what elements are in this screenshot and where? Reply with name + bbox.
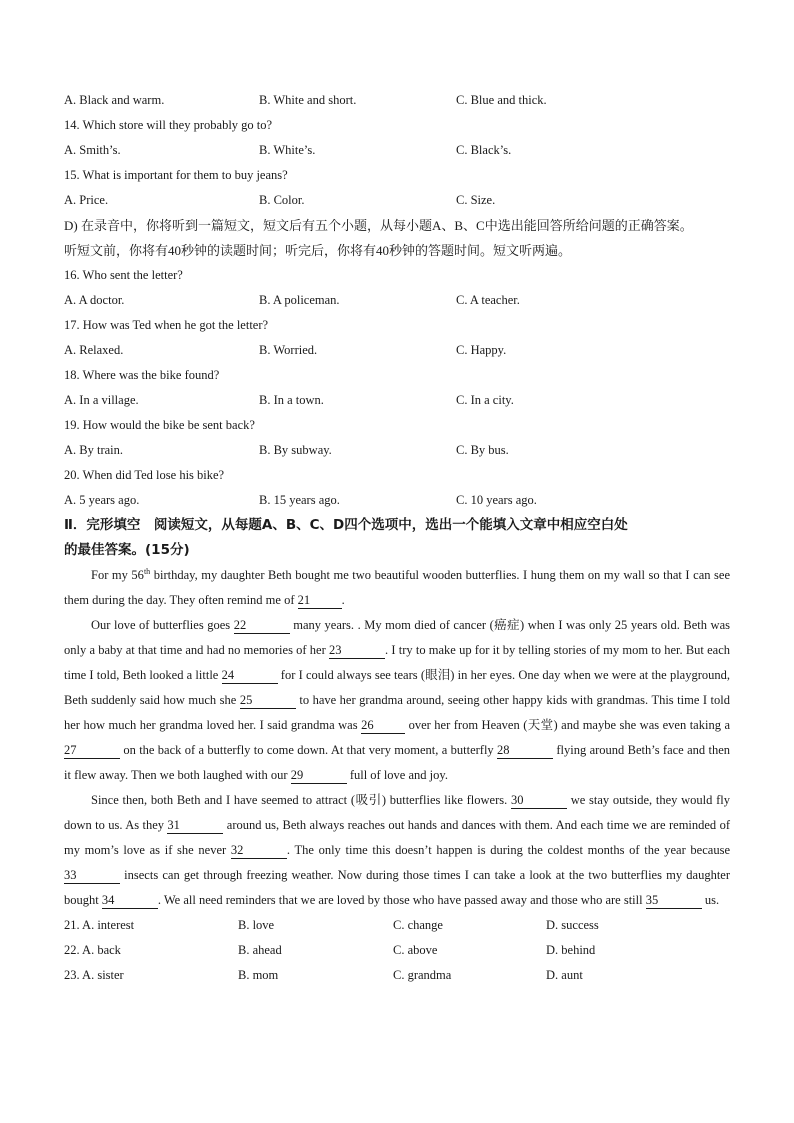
section-2-heading-line1: Ⅱ．完形填空 阅读短文，从每题A、B、C、D四个选项中，选出一个能填入文章中相应空白处	[64, 517, 628, 533]
blank-23[interactable]: 23	[329, 642, 385, 659]
option-a[interactable]: 23. A. sister	[64, 968, 124, 982]
option-a[interactable]: A. A doctor.	[64, 293, 125, 307]
blank-24[interactable]: 24	[222, 667, 278, 684]
section-d-instruction-line2: 听短文前，你将有40秒钟的读题时间；听完后，你将有40秒钟的答题时间。短文听两遍。	[64, 243, 572, 258]
option-a[interactable]: A. Price.	[64, 193, 109, 207]
question-14: 14. Which store will they probably go to?	[64, 118, 273, 132]
option-c[interactable]: C. Happy.	[456, 343, 507, 357]
passage-paragraph-1: For my 56th birthday, my daughter Beth bought me two beautiful wooden butterflies. I hung them on my wall so that I can see them during the day. They often remind me of 21 .	[64, 566, 730, 607]
blank-21[interactable]: 21	[298, 592, 342, 609]
option-a[interactable]: A. In a village.	[64, 393, 139, 407]
option-a[interactable]: A. Black and warm.	[64, 93, 165, 107]
option-d[interactable]: D. behind	[546, 943, 596, 957]
blank-26[interactable]: 26	[361, 717, 405, 734]
cloze-options-22	[64, 938, 730, 963]
cloze-options-23	[64, 963, 730, 988]
blank-34[interactable]: 34	[102, 892, 158, 909]
option-b[interactable]: B. ahead	[238, 943, 282, 957]
cloze-passage	[64, 563, 730, 913]
options-row-17	[64, 338, 730, 363]
passage-paragraph-2: Our love of butterflies goes 22 many years. . My mom died of cancer (癌症) when I was only 25 years old. Beth was only a baby at that time and had no memories of her 23 . I try to make up for it by telling stories of my mom to her. But each time I told, Beth looked a little 24 for I could always see tears (眼泪) in her eyes. One day when we were at the playground, Beth suddenly said how much she 25 to have her grandma around, seeing other happy kids with grandmas. This time I told her how much her grandma loved her. I said grandma was 26 over her from Heaven (天堂) and maybe she was even taking a 27 on the back of a butterfly to come down. At that very moment, a butterfly 28 flying around Beth’s face and then it flew away. Then we both laughed with our 29 full of love and joy.	[64, 618, 731, 782]
option-a[interactable]: 21. A. interest	[64, 918, 135, 932]
options-row-13	[64, 88, 730, 113]
section-d-instruction-line1: D) 在录音中，你将听到一篇短文，短文后有五个小题，从每小题A、B、C中选出能回答所给问题的正确答案。	[64, 218, 693, 233]
option-c[interactable]: C. By bus.	[456, 443, 509, 457]
options-row-15	[64, 188, 730, 213]
option-c[interactable]: C. In a city.	[456, 393, 514, 407]
blank-28[interactable]: 28	[497, 742, 553, 759]
question-20: 20. When did Ted lose his bike?	[64, 468, 225, 482]
blank-35[interactable]: 35	[646, 892, 702, 909]
options-row-19	[64, 438, 730, 463]
option-a[interactable]: A. Smith’s.	[64, 143, 121, 157]
exam-sheet	[64, 88, 730, 988]
options-row-14	[64, 138, 730, 163]
passage-paragraph-3: Since then, both Beth and I have seemed to attract (吸引) butterflies like flowers. 30 we stay outside, they would fly down to us. As they 31 around us, Beth always reaches out hands and dances with them. And each time we are reminded of my mom’s love as if she never 32 . The only time this doesn’t happen is during the coldest months of the year because 33 insects can get through freezing weather. Now during those times I can take a look at the two butterflies my daughter bought 34 . We all need reminders that we are loved by those who have passed away and those who are still 35 us.	[64, 793, 730, 907]
option-b[interactable]: B. White’s.	[259, 143, 316, 157]
question-16: 16. Who sent the letter?	[64, 268, 183, 282]
option-b[interactable]: B. A policeman.	[259, 293, 340, 307]
option-a[interactable]: A. Relaxed.	[64, 343, 124, 357]
option-a[interactable]: A. 5 years ago.	[64, 493, 140, 507]
option-c[interactable]: C. 10 years ago.	[456, 493, 537, 507]
option-d[interactable]: D. aunt	[546, 968, 583, 982]
option-a[interactable]: 22. A. back	[64, 943, 121, 957]
option-c[interactable]: C. change	[393, 918, 443, 932]
section-2-heading-line2: 的最佳答案。(15分)	[64, 542, 190, 558]
option-c[interactable]: C. Black’s.	[456, 143, 512, 157]
question-17: 17. How was Ted when he got the letter?	[64, 318, 269, 332]
option-c[interactable]: C. Blue and thick.	[456, 93, 547, 107]
blank-32[interactable]: 32	[231, 842, 287, 859]
cloze-options-21	[64, 913, 730, 938]
blank-33[interactable]: 33	[64, 867, 120, 884]
option-b[interactable]: B. love	[238, 918, 275, 932]
question-15: 15. What is important for them to buy jeans?	[64, 168, 288, 182]
option-b[interactable]: B. mom	[238, 968, 279, 982]
option-b[interactable]: B. White and short.	[259, 93, 357, 107]
blank-22[interactable]: 22	[234, 617, 290, 634]
option-a[interactable]: A. By train.	[64, 443, 124, 457]
options-row-18	[64, 388, 730, 413]
options-row-20	[64, 488, 730, 513]
blank-27[interactable]: 27	[64, 742, 120, 759]
question-18: 18. Where was the bike found?	[64, 368, 220, 382]
option-d[interactable]: D. success	[546, 918, 599, 932]
option-c[interactable]: C. A teacher.	[456, 293, 520, 307]
blank-29[interactable]: 29	[291, 767, 347, 784]
blank-25[interactable]: 25	[240, 692, 296, 709]
option-b[interactable]: B. Color.	[259, 193, 305, 207]
option-b[interactable]: B. Worried.	[259, 343, 318, 357]
options-row-16	[64, 288, 730, 313]
option-c[interactable]: C. above	[393, 943, 438, 957]
option-c[interactable]: C. Size.	[456, 193, 496, 207]
blank-31[interactable]: 31	[167, 817, 223, 834]
option-b[interactable]: B. By subway.	[259, 443, 332, 457]
option-b[interactable]: B. In a town.	[259, 393, 324, 407]
option-c[interactable]: C. grandma	[393, 968, 452, 982]
blank-30[interactable]: 30	[511, 792, 567, 809]
option-b[interactable]: B. 15 years ago.	[259, 493, 340, 507]
question-19: 19. How would the bike be sent back?	[64, 418, 255, 432]
